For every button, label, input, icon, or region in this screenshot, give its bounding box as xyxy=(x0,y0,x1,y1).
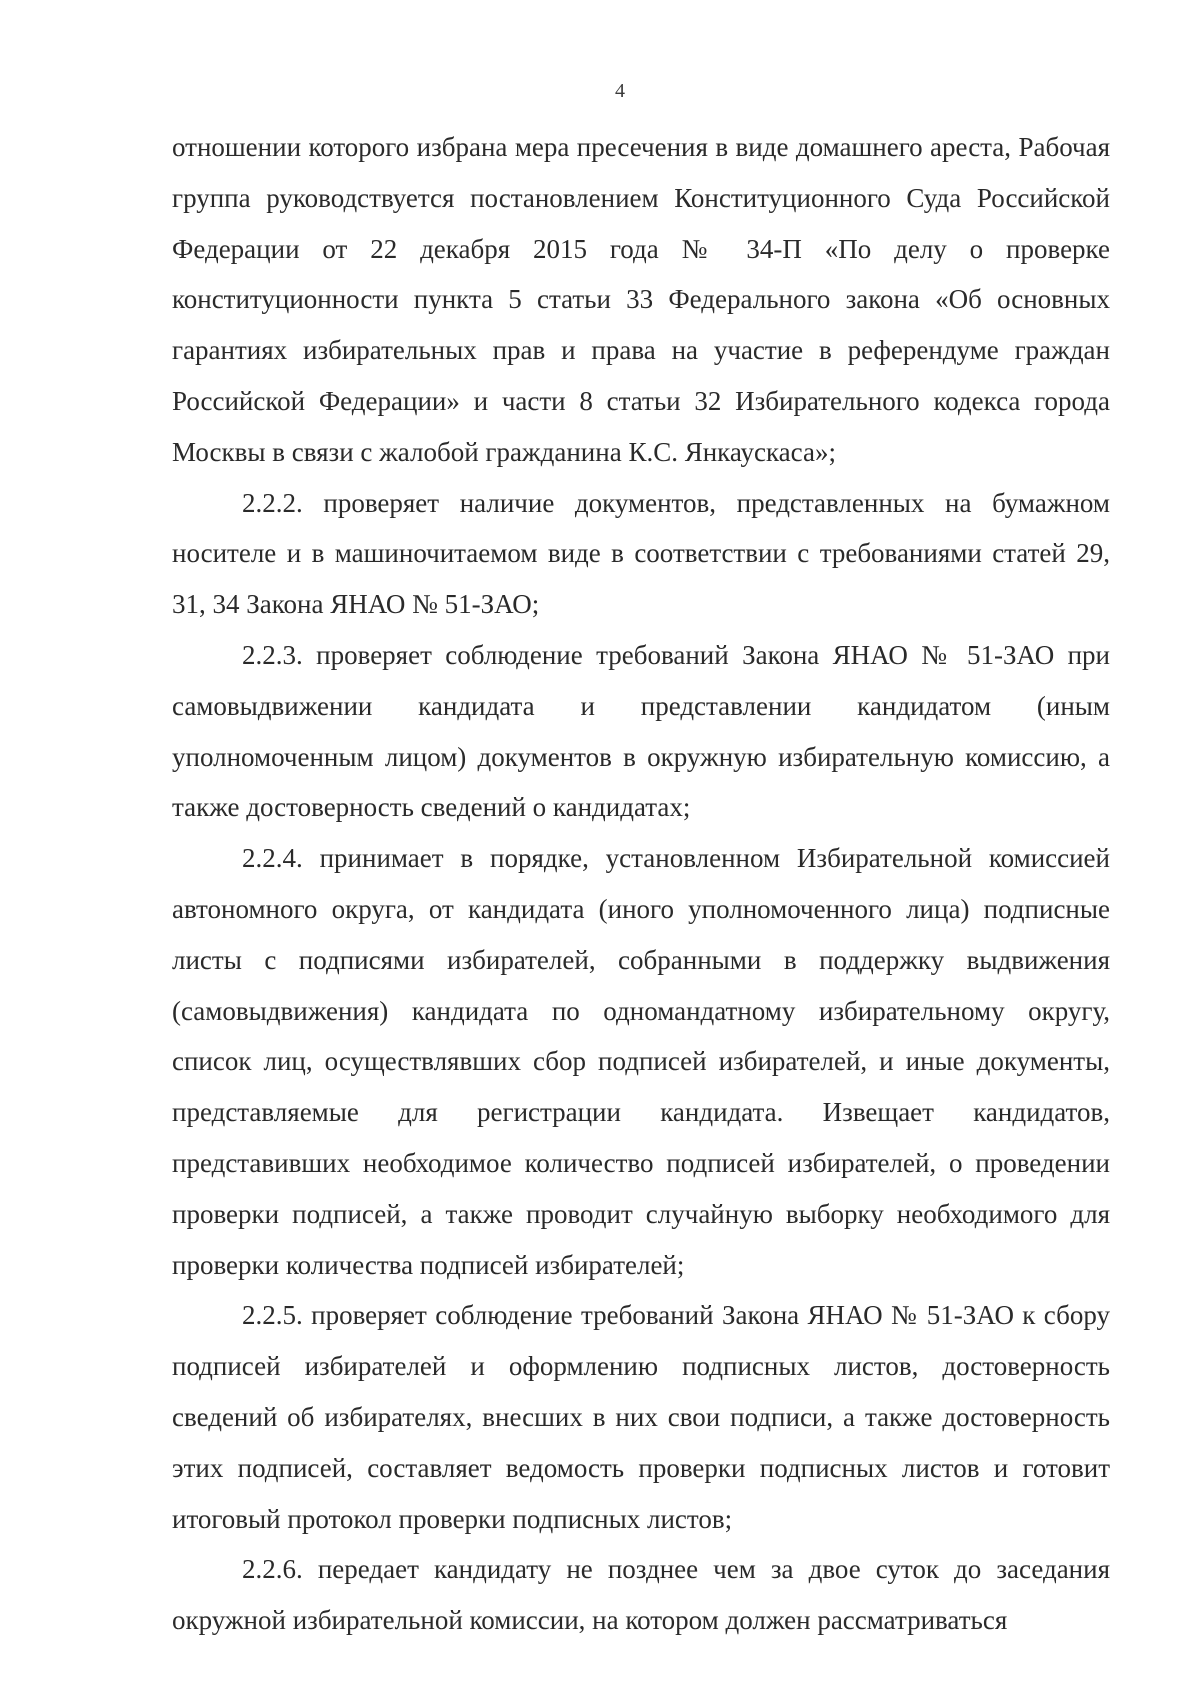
paragraph-2-2-2: 2.2.2. проверяет наличие документов, представленных на бумажном носителе и в машиночитаемом виде в соответствии с требованиями статей 29, 31, 34 Закона ЯНАО № 51-ЗАО; xyxy=(172,487,1110,620)
page-number: 4 xyxy=(615,80,625,102)
paragraph-2-2-5: 2.2.5. проверяет соблюдение требований Закона ЯНАО № 51-ЗАО к сбору подписей избирателей и оформлению подписных листов, достоверность сведений об избирателях, внесших в них свои подписи, а также достоверность этих подписей, составляет ведомость проверки подписных листов и готовит итоговый протокол проверки подписных листов; xyxy=(172,1300,1110,1534)
paragraph-2-2-4: 2.2.4. принимает в порядке, установленном Избирательной комиссией автономного округа, от кандидата (иного уполномоченного лица) подписные листы с подписями избирателей, собранными в поддержку выдвижения (самовыдвижения) кандидата по одномандатному избирательному округу, список лиц, осуществлявших сбор подписей избирателей, и иные документы, представляемые для регистрации кандидата. Извещает кандидатов, представивших необходимое количество подписей избирателей, о проведении проверки подписей, а также проводит случайную выборку необходимого для проверки количества подписей избирателей; xyxy=(172,843,1110,1280)
paragraph-2-2-6: 2.2.6. передает кандидату не позднее чем за двое суток до заседания окружной избирательной комиссии, на котором должен рассматриваться xyxy=(172,1554,1110,1636)
document-body xyxy=(172,122,1110,1646)
paragraph-2-2-3: 2.2.3. проверяет соблюдение требований Закона ЯНАО № 51-ЗАО при самовыдвижении кандидата и представлении кандидатом (иным уполномоченным лицом) документов в окружную избирательную комиссию, а также достоверность сведений о кандидатах; xyxy=(172,639,1110,823)
paragraph-continuation: отношении которого избрана мера пресечения в виде домашнего ареста, Рабочая группа руководствуется постановлением Конституционного Суда Российской Федерации от 22 декабря 2015 года № 34-П «По делу о проверке конституционности пункта 5 статьи 33 Федерального закона «Об основных гарантиях избирательных прав и права на участие в референдуме граждан Российской Федерации» и части 8 статьи 32 Избирательного кодекса города Москвы в связи с жалобой гражданина К.С. Янкаускаса»; xyxy=(172,132,1110,467)
